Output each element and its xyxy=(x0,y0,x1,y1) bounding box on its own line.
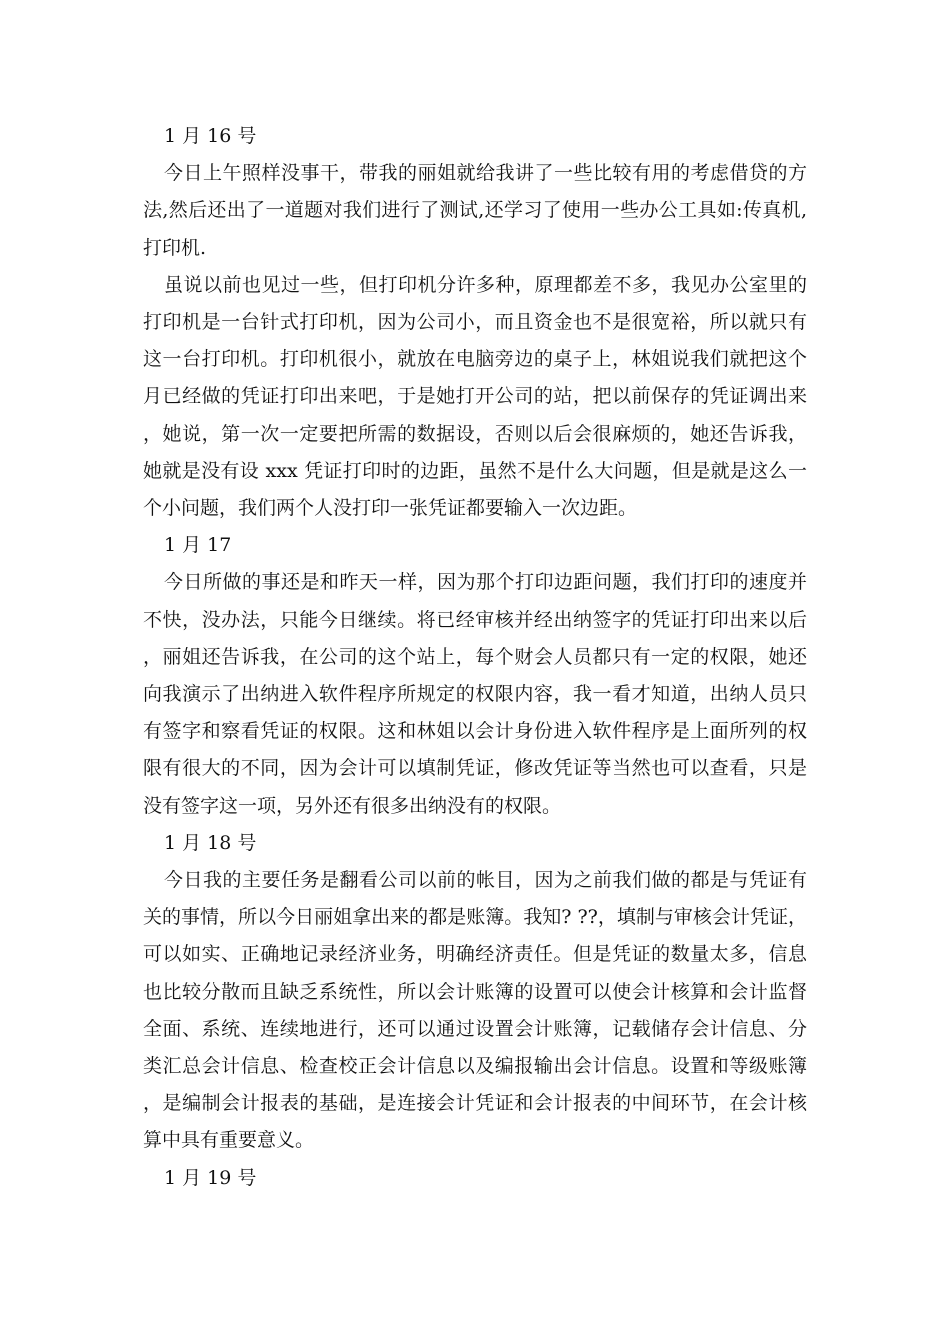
entry-date: 1 月 18 号 xyxy=(164,831,257,854)
entry-date: 1 月 16 号 xyxy=(164,125,257,147)
entry-paragraph: 今日上午照样没事干，带我的丽姐就给我讲了一些比较有用的考虑借贷的方法,然后还出了一道题对我们进行了测试,还学习了使用一些办公工具如:传真机,打印机. xyxy=(143,162,807,259)
entry-date: 1 月 17 xyxy=(164,534,232,557)
document-body xyxy=(143,118,807,1197)
entry-date: 1 月 19 号 xyxy=(164,1166,257,1189)
entry-paragraph: 虽说以前也见过一些，但打印机分许多种，原理都差不多，我见办公室里的打印机是一台针式打印机，因为公司小，而且资金也不是很宽裕，所以就只有这一台打印机。打印机很小，就放在电脑旁边的桌子上，林姐说我们就把这个月已经做的凭证打印出来吧，于是她打开公司的站，把以前保存的凭证调出来，她说，第一次一定要把所需的数据设，否则以后会很麻烦的，她还告诉我，她就是没有设 xxx 凭证打印时的边距，虽然不是什么大问题，但是就是这么一个小问题，我们两个人没打印一张凭证都要输入一次边距。 xyxy=(143,273,807,520)
entry-paragraph: 今日我的主要任务是翻看公司以前的帐目，因为之前我们做的都是与凭证有关的事情，所以今日丽姐拿出来的都是账簿。我知? ??，填制与审核会计凭证，可以如实、正确地记录经济业务，明确经济责任。但是凭证的数量太多，信息也比较分散而且缺乏系统性，所以会计账簿的设置可以使会计核算和会计监督全面、系统、连续地进行，还可以通过设置会计账簿，记载储存会计信息、分类汇总会计信息、检查校正会计信息以及编报输出会计信息。设置和等级账簿，是编制会计报表的基础，是连接会计凭证和会计报表的中间环节，在会计核算中具有重要意义。 xyxy=(143,869,807,1152)
entry-paragraph: 今日所做的事还是和昨天一样，因为那个打印边距问题，我们打印的速度并不快，没办法，只能今日继续。将已经审核并经出纳签字的凭证打印出来以后，丽姐还告诉我，在公司的这个站上，每个财会人员都只有一定的权限，她还向我演示了出纳进入软件程序所规定的权限内容，我一看才知道，出纳人员只有签字和察看凭证的权限。这和林姐以会计身份进入软件程序是上面所列的权限有很大的不同，因为会计可以填制凭证，修改凭证等当然也可以查看，只是没有签字这一项，另外还有很多出纳没有的权限。 xyxy=(143,571,807,817)
